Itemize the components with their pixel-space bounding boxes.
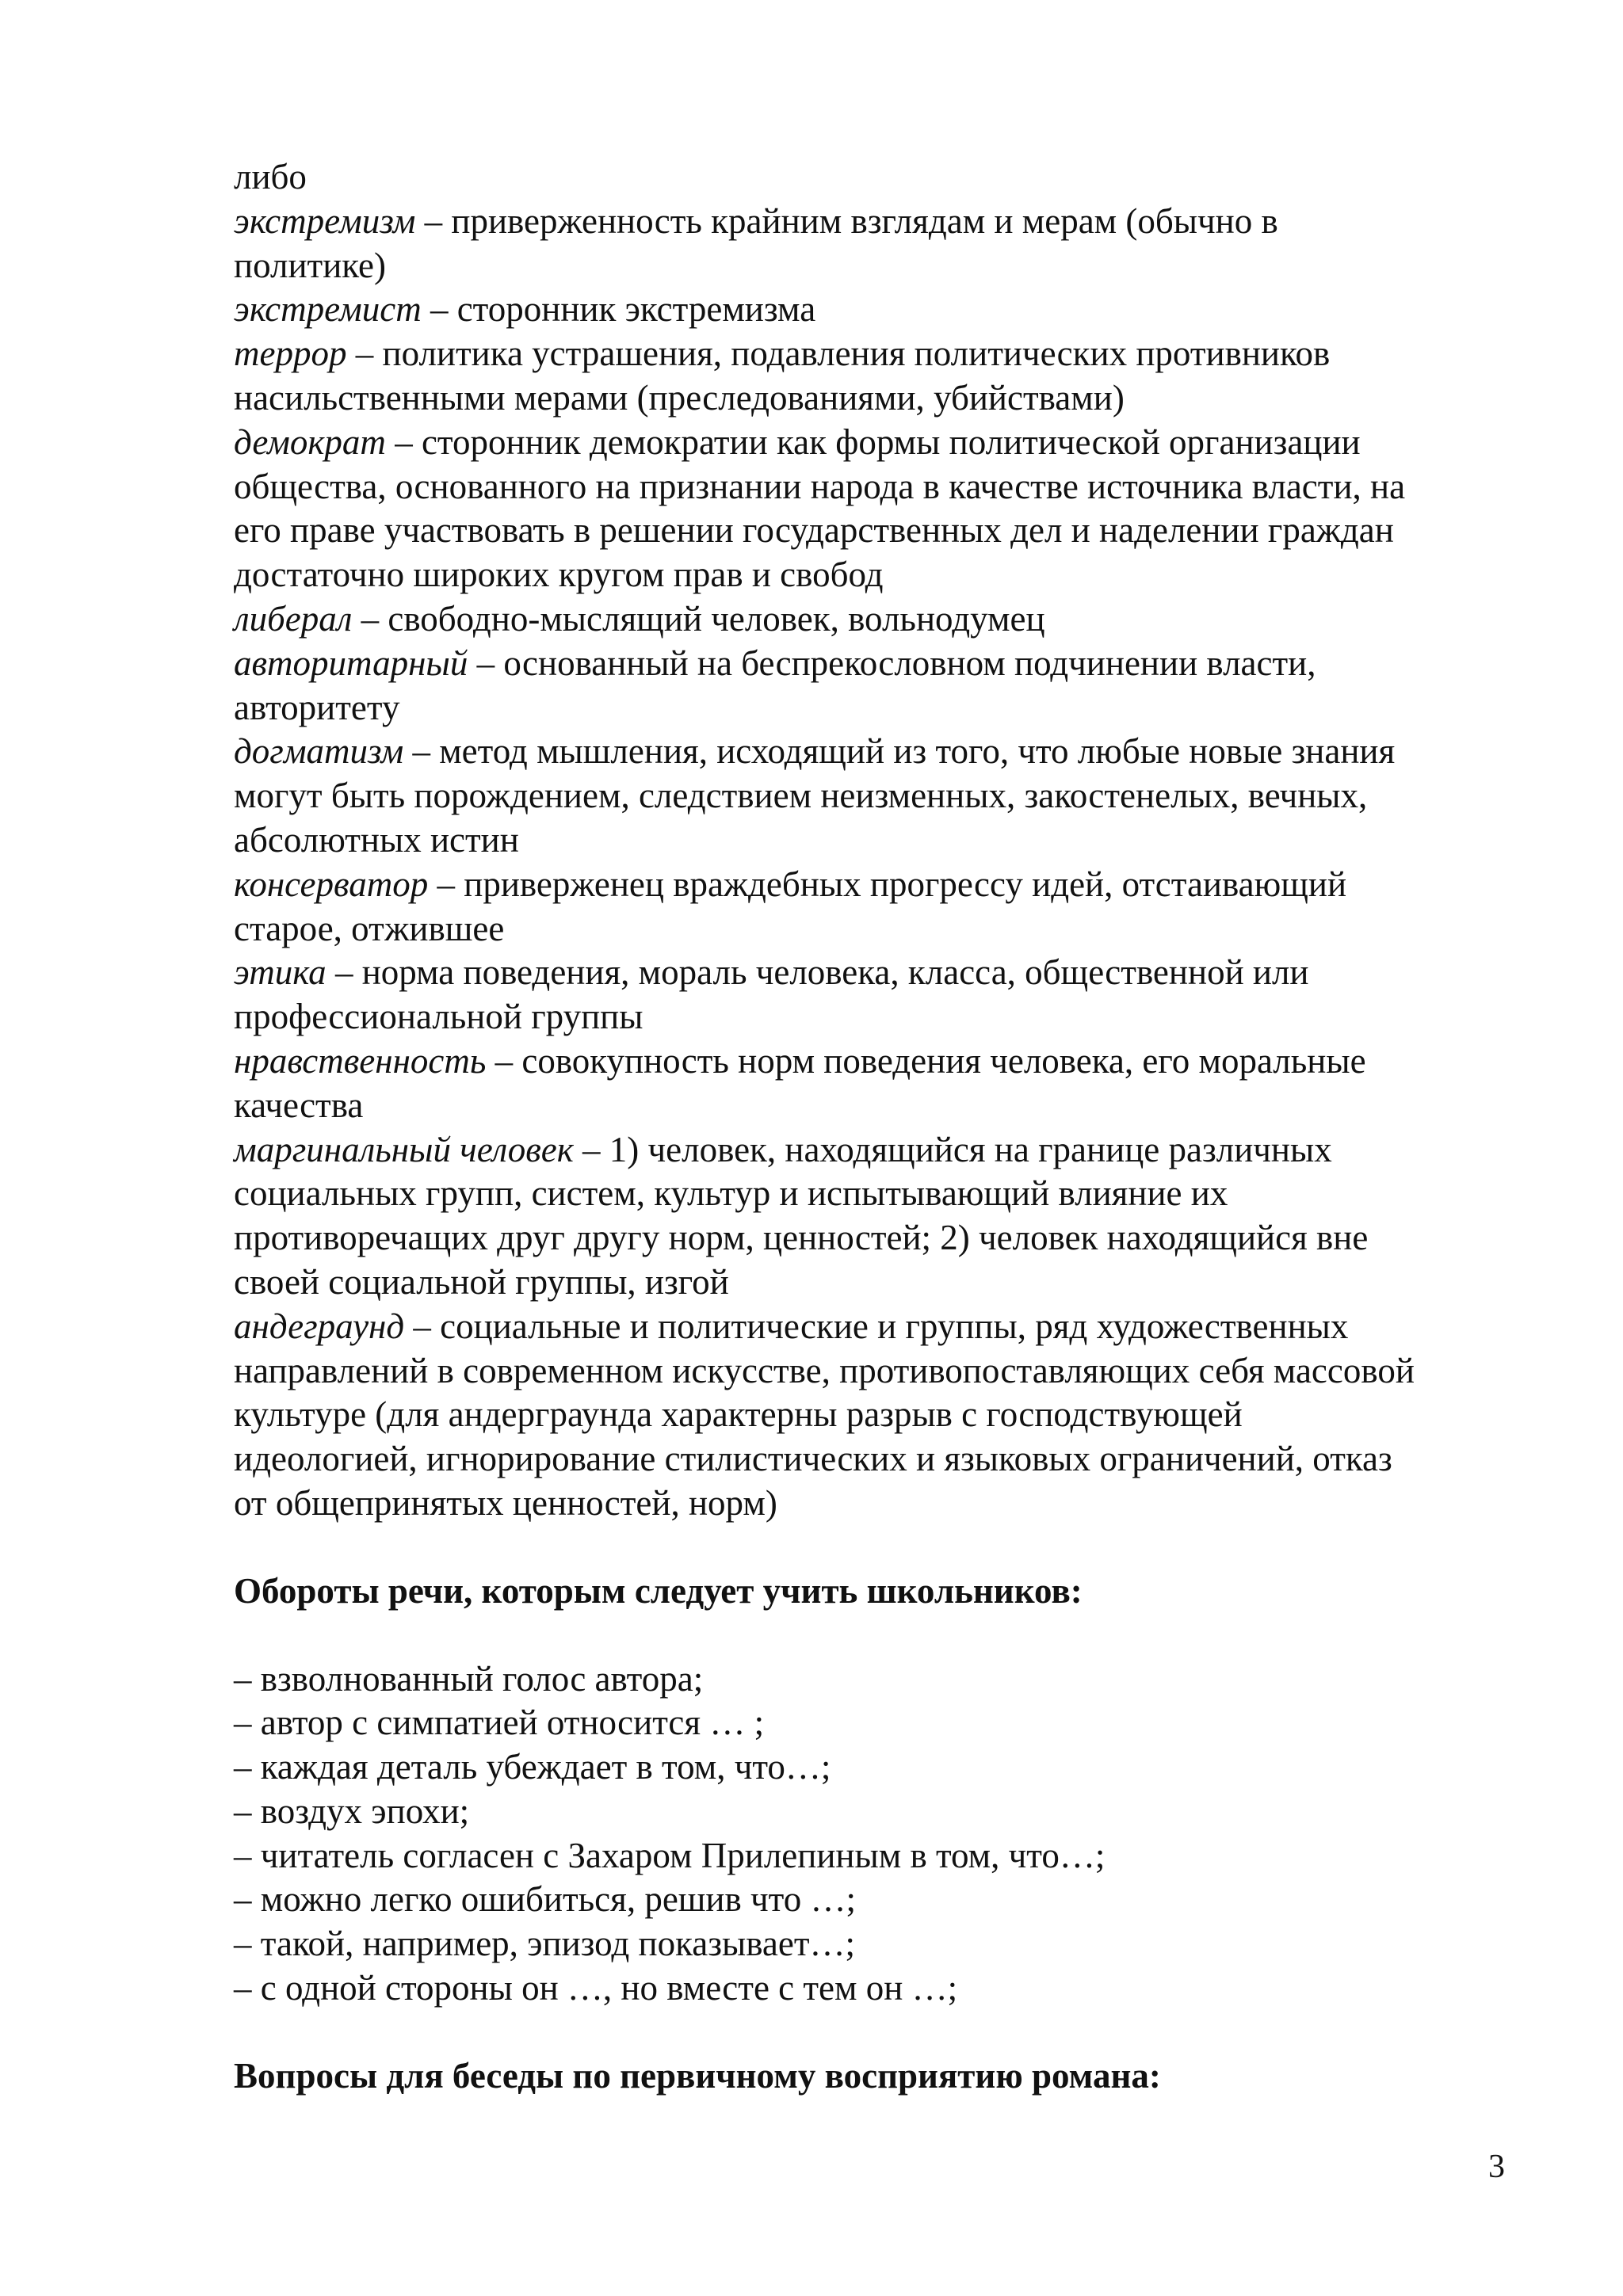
phrase-item: – взволнованный голос автора;	[234, 1658, 704, 1699]
glossary-text: либо	[234, 157, 307, 196]
glossary-line	[234, 332, 1533, 376]
glossary-line	[234, 907, 1533, 952]
glossary-line	[234, 1261, 1533, 1305]
glossary-term: авторитарный	[234, 643, 468, 683]
glossary-term: андеграунд	[234, 1306, 405, 1346]
glossary-term: демократ	[234, 421, 386, 462]
glossary-text: – свободно-мыслящий человек, вольнодумец	[352, 598, 1045, 639]
glossary-text: политике)	[234, 245, 386, 285]
glossary-text: могут быть порождением, следствием неизменных, закостенелых, вечных,	[234, 776, 1368, 816]
glossary-text: старое, отжившее	[234, 908, 505, 948]
glossary-line	[234, 597, 1533, 642]
glossary	[234, 155, 1533, 1526]
glossary-term: этика	[234, 952, 327, 993]
glossary-text: культуре (для андерграунда характерны разрыв с господствующей	[234, 1394, 1243, 1435]
page-content	[234, 155, 1533, 2099]
glossary-line	[234, 244, 1533, 288]
glossary-text: своей социальной группы, изгой	[234, 1261, 729, 1302]
glossary-line	[234, 1039, 1533, 1084]
glossary-term: маргинальный человек	[234, 1129, 574, 1169]
glossary-line	[234, 774, 1533, 818]
glossary-text: противоречащих друг другу норм, ценностей; 2) человек находящийся вне	[234, 1218, 1369, 1258]
glossary-text: социальных групп, систем, культур и испытывающий влияние их	[234, 1173, 1228, 1214]
glossary-term: догматизм	[234, 731, 404, 772]
glossary-line	[234, 818, 1533, 863]
glossary-text: – приверженец враждебных прогрессу идей, отстаивающий	[428, 864, 1347, 904]
glossary-text: – сторонник экстремизма	[421, 289, 816, 330]
glossary-text: – политика устрашения, подавления политических противников	[346, 334, 1331, 374]
glossary-term: либерал	[234, 598, 353, 639]
glossary-text: – основанный на беспрекословном подчинении власти,	[468, 643, 1316, 683]
glossary-line	[234, 995, 1533, 1039]
glossary-line	[234, 1172, 1533, 1216]
glossary-text: – метод мышления, исходящий из того, что любые новые знания	[403, 731, 1396, 772]
glossary-line	[234, 1216, 1533, 1261]
glossary-text: достаточно широких кругом прав и свобод	[234, 555, 884, 595]
glossary-text: – приверженность крайним взглядам и мерам (обычно в	[415, 200, 1278, 241]
glossary-line	[234, 863, 1533, 907]
phrase-item: – каждая деталь убеждает в том, что…;	[234, 1747, 831, 1787]
glossary-line	[234, 288, 1533, 332]
glossary-text: идеологией, игнорирование стилистических и языковых ограничений, отказ	[234, 1439, 1392, 1479]
glossary-text: общества, основанного на признании народа в качестве источника власти, на	[234, 466, 1406, 506]
phrase-item: – автор с симпатией относится … ;	[234, 1703, 765, 1743]
glossary-text: – сторонник демократии как формы политической организации	[385, 421, 1361, 462]
glossary-line	[234, 1305, 1533, 1349]
phrases-list	[234, 1657, 1533, 2011]
glossary-term: экстремист	[234, 289, 422, 330]
glossary-text: качества	[234, 1085, 364, 1125]
glossary-line	[234, 1437, 1533, 1482]
glossary-line	[234, 1393, 1533, 1437]
glossary-term: экстремизм	[234, 200, 416, 241]
glossary-line	[234, 509, 1533, 553]
glossary-line	[234, 155, 1533, 200]
glossary-line	[234, 1482, 1533, 1526]
glossary-line	[234, 730, 1533, 774]
questions-heading: Вопросы для беседы по первичному восприятию романа:	[234, 2055, 1161, 2096]
glossary-line	[234, 200, 1533, 244]
glossary-text: – 1) человек, находящийся на границе различных	[573, 1129, 1332, 1169]
glossary-line	[234, 553, 1533, 597]
glossary-term: нравственность	[234, 1040, 487, 1081]
glossary-line	[234, 642, 1533, 686]
glossary-text: авторитету	[234, 687, 400, 727]
phrase-item: – читатель согласен с Захаром Прилепиным в том, что…;	[234, 1835, 1106, 1875]
glossary-line	[234, 421, 1533, 465]
glossary-text: профессиональной группы	[234, 997, 643, 1037]
glossary-text: – совокупность норм поведения человека, его моральные	[486, 1040, 1366, 1081]
glossary-text: – норма поведения, мораль человека, класса, общественной или	[326, 952, 1309, 993]
glossary-text: насильственными мерами (преследованиями, убийствами)	[234, 377, 1125, 418]
glossary-term: консерватор	[234, 864, 429, 904]
phrases-heading: Обороты речи, которым следует учить школьников:	[234, 1570, 1083, 1611]
glossary-text: от общепринятых ценностей, норм)	[234, 1482, 777, 1523]
glossary-line	[234, 951, 1533, 995]
glossary-term: террор	[234, 334, 347, 374]
phrase-item: – с одной стороны он …, но вместе с тем он …;	[234, 1968, 958, 2008]
phrase-item: – можно легко ошибиться, решив что …;	[234, 1879, 856, 1920]
glossary-text: абсолютных истин	[234, 819, 519, 860]
phrase-item: – воздух эпохи;	[234, 1791, 470, 1831]
glossary-line	[234, 465, 1533, 509]
glossary-line	[234, 376, 1533, 421]
glossary-text: его праве участвовать в решении государственных дел и наделении граждан	[234, 510, 1394, 551]
phrase-item: – такой, например, эпизод показывает…;	[234, 1924, 856, 1964]
glossary-line	[234, 1128, 1533, 1173]
page-number: 3	[1488, 2149, 1505, 2185]
glossary-text: направлений в современном искусстве, противопоставляющих себя массовой	[234, 1350, 1415, 1390]
glossary-line	[234, 686, 1533, 730]
glossary-line	[234, 1349, 1533, 1394]
glossary-line	[234, 1084, 1533, 1128]
glossary-text: – социальные и политические и группы, ряд художественных	[404, 1306, 1349, 1346]
